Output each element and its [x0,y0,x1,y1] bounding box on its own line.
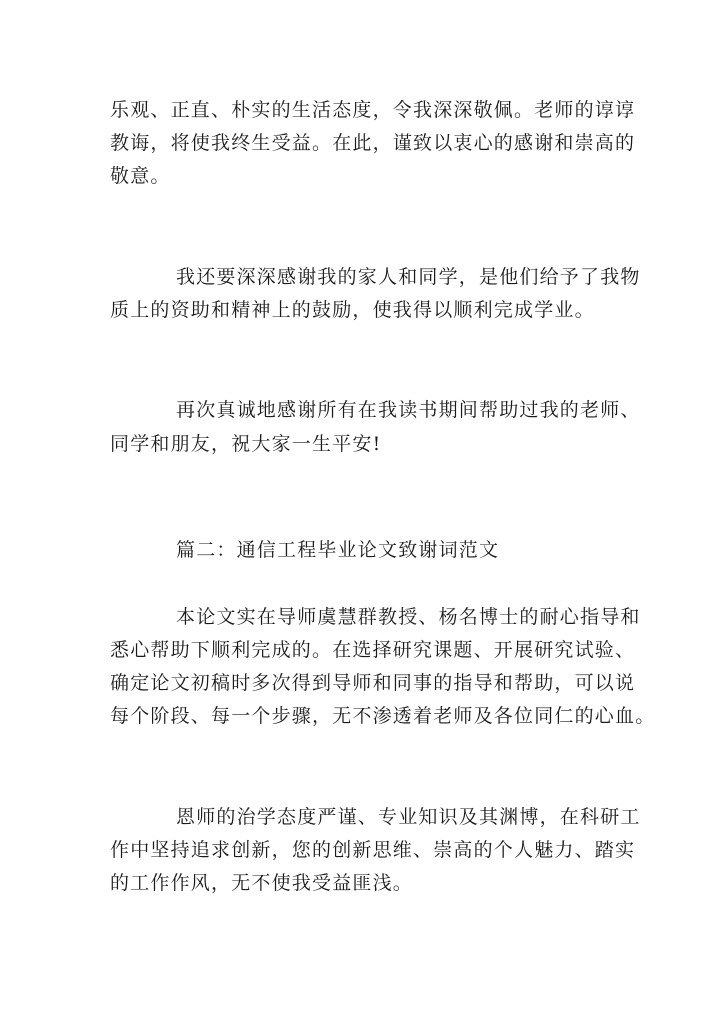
paragraph-5-line-1: 恩师的治学态度严谨、专业知识及其渊博，在科研工 [176,806,641,828]
paragraph-4-line-3: 确定论文初稿时多次得到导师和同事的指导和帮助，可以说 [110,672,636,694]
paragraph-5-line-2: 作中坚持追求创新，您的创新思维、崇高的个人魅力、踏实 [110,839,636,861]
section-heading: 篇二：通信工程毕业论文致谢词范文 [176,539,500,561]
paragraph-2-line-1: 我还要深深感谢我的家人和同学，是他们给予了我物 [176,266,641,288]
paragraph-4-line-2: 悉心帮助下顺利完成的。在选择研究课题、开展研究试验、 [110,639,636,661]
paragraph-3-line-2: 同学和朋友，祝大家一生平安! [110,433,382,455]
paragraph-1-line-2: 教诲，将使我终生受益。在此，谨致以衷心的感谢和崇高的 [110,132,636,154]
paragraph-1-line-3: 敬意。 [110,165,171,187]
paragraph-3-line-1: 再次真诚地感谢所有在我读书期间帮助过我的老师、 [176,399,641,421]
paragraph-5-line-3: 的工作作风，无不使我受益匪浅。 [110,872,414,894]
paragraph-4-line-4: 每个阶段、每一个步骤，无不渗透着老师及各位同仁的心血。 [110,705,656,727]
paragraph-2-line-2: 质上的资助和精神上的鼓励，使我得以顺利完成学业。 [110,299,595,321]
paragraph-4-line-1: 本论文实在导师虞慧群教授、杨名博士的耐心指导和 [176,606,641,628]
paragraph-1-line-1: 乐观、正直、朴实的生活态度，令我深深敬佩。老师的谆谆 [110,99,636,121]
